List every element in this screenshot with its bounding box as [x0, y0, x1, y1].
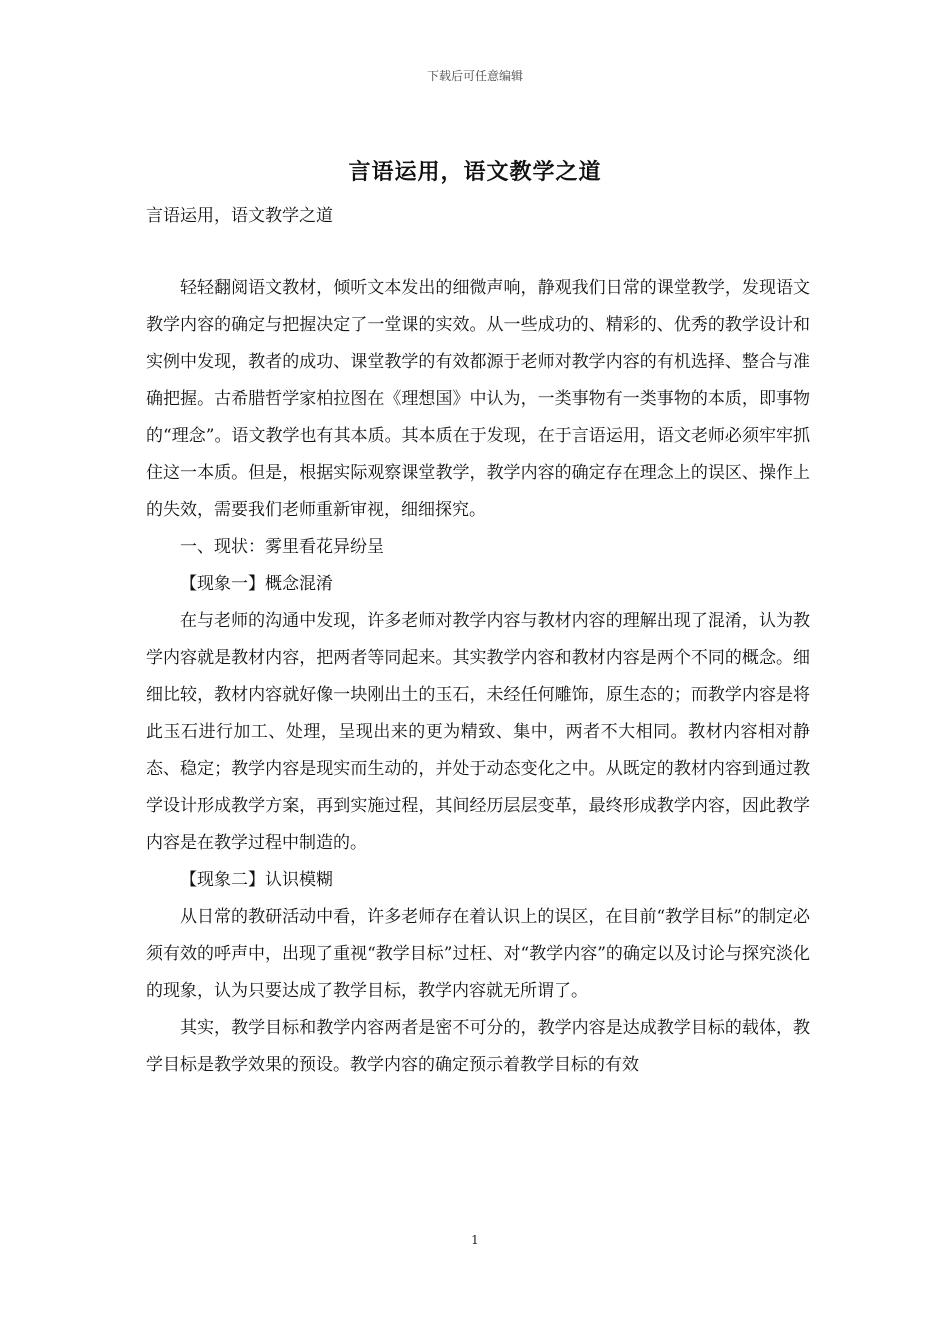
page-header: 下载后可任意编辑 [426, 69, 523, 83]
paragraph-objectives: 其实，教学目标和教学内容两者是密不可分的，教学内容是达成教学目标的载体，教学目标是教学效果的预设。教学内容的确定预示着教学目标的有效 [146, 1018, 810, 1075]
document-title: 言语运用，语文教学之道 [348, 159, 602, 185]
phenomenon-two-heading: 【现象二】认识模糊 [180, 870, 333, 890]
paragraph-phenomenon-two: 从日常的教研活动中看，许多老师存在着认识上的误区，在目前“教学目标”的制定必须有效的呼声中，出现了重视“教学目标”过枉、对“教学内容”的确定以及讨论与探究淡化的现象，认为只要达成了教学目标，教学内容就无所谓了。 [146, 907, 810, 1001]
section-heading: 一、现状：雾里看花异纷呈 [180, 537, 384, 557]
page-number: 1 [471, 1233, 479, 1247]
document-subtitle: 言语运用，语文教学之道 [146, 206, 333, 226]
paragraph-phenomenon-one: 在与老师的沟通中发现，许多老师对教学内容与教材内容的理解出现了混淆，认为教学内容就是教材内容，把两者等同起来。其实教学内容和教材内容是两个不同的概念。细细比较，教材内容就好像一块刚出土的玉石，未经任何雕饰，原生态的；而教学内容是将此玉石进行加工、处理，呈现出来的更为精致、集中，两者不大相同。教材内容相对静态、稳定；教学内容是现实而生动的，并处于动态变化之中。从既定的教材内容到通过教学设计形成教学方案，再到实施过程，其间经历层层变革，最终形成教学内容，因此教学内容是在教学过程中制造的。 [146, 611, 810, 853]
phenomenon-one-heading: 【现象一】概念混淆 [180, 574, 333, 594]
paragraph-intro: 轻轻翻阅语文教材，倾听文本发出的细微声响，静观我们日常的课堂教学，发现语文教学内容的确定与把握决定了一堂课的实效。从一些成功的、精彩的、优秀的教学设计和实例中发现，教者的成功、课堂教学的有效都源于老师对教学内容的有机选择、整合与准确把握。古希腊哲学家柏拉图在《理想国》中认为，一类事物有一类事物的本质，即事物的“理念”。语文教学也有其本质。其本质在于发现，在于言语运用，语文老师必须牢牢抓住这一本质。但是，根据实际观察课堂教学，教学内容的确定存在理念上的误区、操作上的失效，需要我们老师重新审视，细细探究。 [146, 278, 810, 520]
document-body [146, 270, 810, 1084]
